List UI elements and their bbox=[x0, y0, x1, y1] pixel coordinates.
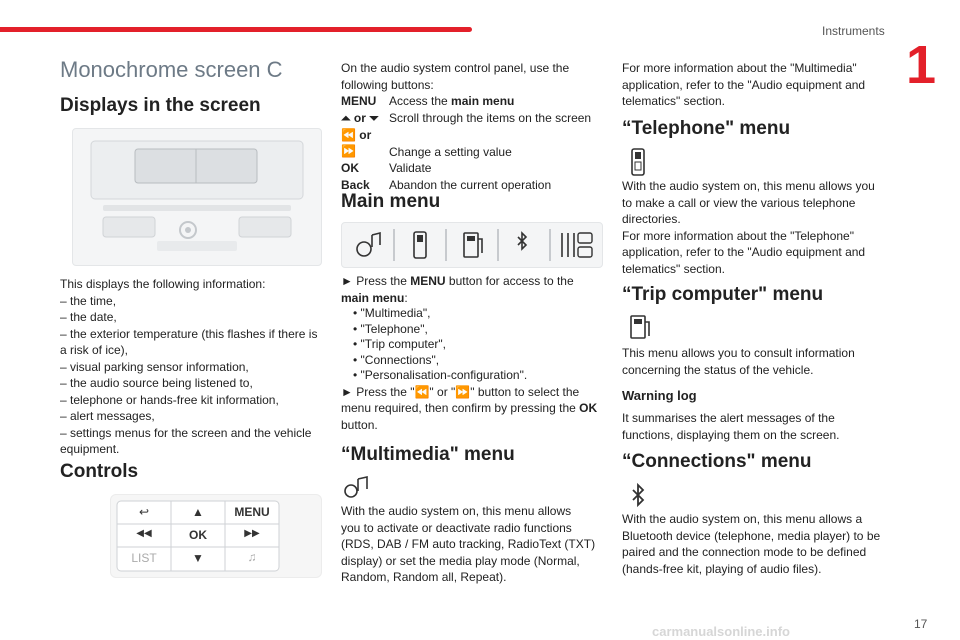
chapter-number: 1 bbox=[906, 35, 937, 95]
legend-row: OK Validate bbox=[341, 161, 432, 176]
main-menu-instructions: ► Press the MENU button for access to the main menu: • "Multimedia", • "Telephone", • "Trip computer", • "Connections", • "Personalisation-configuration". ► Press the "⏪" or "⏩" button to select the menu required, then confirm by pressing the OK button. bbox=[341, 273, 606, 433]
displays-list bbox=[60, 293, 328, 458]
main-menu-heading: Main menu bbox=[341, 191, 441, 212]
control-panel-illustration bbox=[110, 494, 322, 578]
back-icon: ↩ bbox=[138, 505, 150, 519]
text-line: For more information about the "Multimedia" bbox=[622, 61, 857, 75]
list-item: – telephone or hands-free kit information, bbox=[60, 392, 279, 407]
page-number: 17 bbox=[914, 617, 928, 631]
text-line: (hands-free kit, playing of audio files). bbox=[622, 561, 822, 576]
multimedia-description bbox=[341, 503, 606, 586]
up-arrow-icon: ▲ bbox=[192, 505, 204, 519]
warning-log-heading: Warning log bbox=[622, 388, 697, 403]
list-item: – the audio source being listened to, bbox=[60, 376, 253, 390]
text-line: display) or set the media play mode (Normal, bbox=[341, 553, 580, 568]
connections-description bbox=[622, 511, 887, 577]
list-button-label: LIST bbox=[131, 551, 157, 565]
list-item: equipment. bbox=[60, 442, 120, 456]
text-line: It summarises the alert messages of the bbox=[622, 411, 835, 425]
displays-description bbox=[60, 276, 328, 458]
text-line: This menu allows you to consult information bbox=[622, 346, 855, 360]
list-item: • "Telephone", bbox=[353, 322, 606, 338]
displays-heading: Displays in the screen bbox=[60, 95, 261, 116]
watermark: carmanualsonline.info bbox=[652, 624, 790, 639]
multimedia-more-info bbox=[622, 60, 887, 110]
legend-row: ⏶ or ⏷ Scroll through the items on the screen bbox=[341, 110, 592, 125]
text-line: Random, Random all, Repeat). bbox=[341, 570, 507, 584]
main-menu-icon-strip bbox=[341, 222, 603, 268]
text-line: telematics" section. bbox=[622, 94, 725, 108]
legend-row: ⏪ or ⏩ Change a setting value bbox=[341, 127, 512, 159]
controls-heading: Controls bbox=[60, 461, 139, 482]
text-line: (RDS, DAB / FM auto tracking, RadioText (TXT) bbox=[341, 537, 596, 551]
text-line: For more information about the "Telephone" bbox=[622, 228, 854, 243]
text-line: telematics" section. bbox=[622, 261, 725, 276]
telephone-icon bbox=[630, 148, 646, 176]
list-item: – alert messages, bbox=[60, 409, 155, 423]
screen-illustration bbox=[72, 128, 322, 266]
warning-log-description bbox=[622, 410, 887, 443]
list-item: – settings menus for the screen and the vehicle bbox=[60, 425, 312, 440]
text-line: With the audio system on, this menu allows you bbox=[622, 179, 875, 193]
list-item: – the time, bbox=[60, 293, 117, 308]
list-item: • "Personalisation-configuration". bbox=[353, 368, 606, 384]
button-legend bbox=[341, 93, 606, 194]
legend-row: MENU Access the main menu bbox=[341, 94, 515, 108]
bluetooth-icon bbox=[630, 482, 646, 510]
menu-button-label: MENU bbox=[234, 505, 270, 519]
telephone-heading: “Telephone" menu bbox=[622, 118, 791, 139]
legend-row: Back Abandon the current operation bbox=[341, 177, 552, 192]
multimedia-heading: “Multimedia" menu bbox=[341, 444, 515, 465]
text-line: functions, displaying them on the screen. bbox=[622, 427, 840, 442]
text-line: you to activate or deactivate radio functions bbox=[341, 520, 572, 535]
text-line: Bluetooth device (telephone, media player) to be bbox=[622, 528, 881, 543]
text-line: application, refer to the "Audio equipment and bbox=[622, 77, 866, 92]
multimedia-icon bbox=[342, 476, 372, 500]
trip-computer-description bbox=[622, 345, 887, 378]
list-item: – visual parking sensor information, bbox=[60, 359, 249, 374]
menu-icons bbox=[342, 223, 602, 267]
dashboard-screen-icon bbox=[73, 129, 321, 265]
list-item: a risk of ice), bbox=[60, 343, 129, 357]
page-title: Monochrome screen C bbox=[60, 57, 283, 82]
trip-computer-heading: “Trip computer" menu bbox=[622, 284, 824, 305]
down-arrow-icon: ▼ bbox=[192, 551, 204, 565]
section-title: Instruments bbox=[822, 24, 885, 38]
forward-icon: ▶▶ bbox=[244, 528, 260, 539]
text-line: directories. bbox=[622, 212, 681, 226]
text-line: concerning the status of the vehicle. bbox=[622, 362, 814, 377]
text-line: application, refer to the "Audio equipment and bbox=[622, 245, 866, 259]
text-line: to make a call or view the various telephone bbox=[622, 195, 856, 210]
list-item: • "Connections", bbox=[353, 353, 606, 369]
text-line: With the audio system on, this menu allows a bbox=[622, 512, 863, 526]
connections-heading: “Connections" menu bbox=[622, 451, 812, 472]
list-item: – the date, bbox=[60, 310, 117, 324]
telephone-description bbox=[622, 178, 887, 277]
header-red-bar bbox=[0, 27, 472, 32]
trip-computer-icon bbox=[628, 314, 654, 340]
music-note-icon: ♫ bbox=[247, 550, 257, 564]
controls-intro: On the audio system control panel, use the following buttons: bbox=[341, 61, 570, 92]
text-line: paired and the connection mode to be defined bbox=[622, 545, 867, 559]
list-item: • "Trip computer", bbox=[353, 337, 606, 353]
rewind-icon: ◀◀ bbox=[136, 528, 152, 539]
displays-intro: This displays the following information: bbox=[60, 277, 266, 291]
list-item: • "Multimedia", bbox=[353, 306, 606, 322]
ok-button-label: OK bbox=[189, 528, 207, 542]
text-line: With the audio system on, this menu allows bbox=[341, 504, 572, 518]
list-item: – the exterior temperature (this flashes if there is bbox=[60, 326, 318, 341]
main-menu-list bbox=[341, 306, 606, 384]
